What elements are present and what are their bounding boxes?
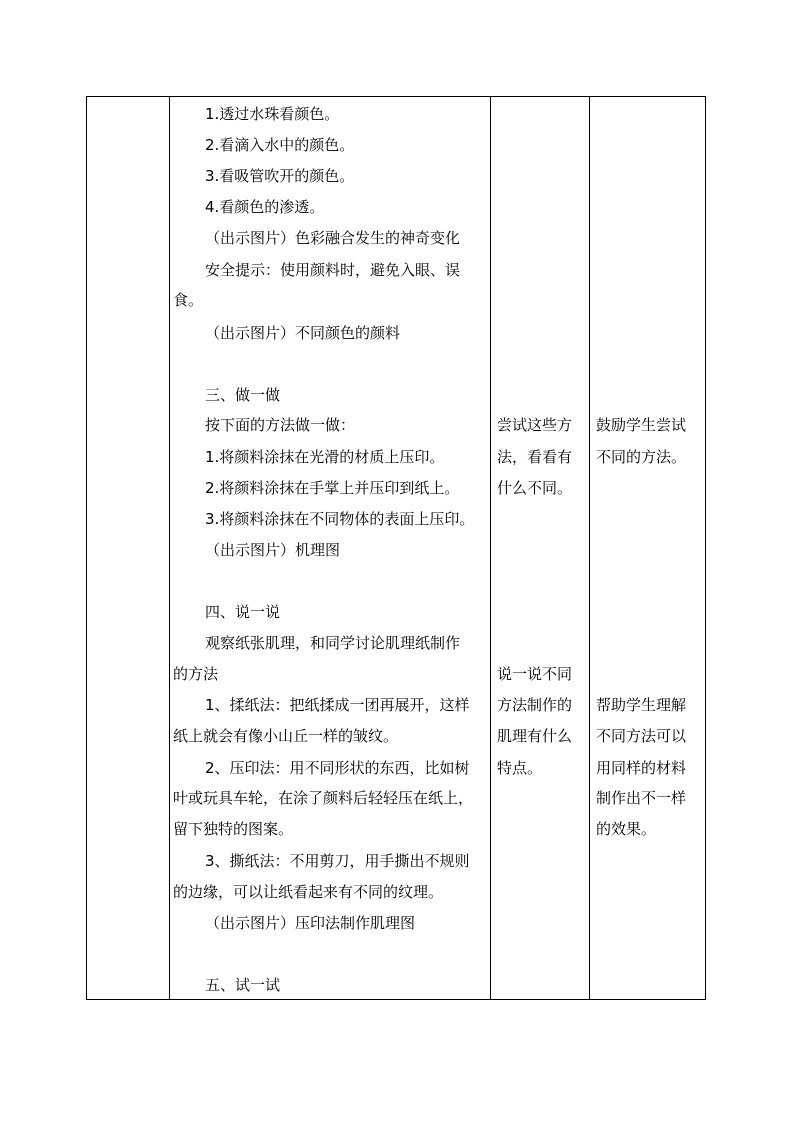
intent-line: 鼓励学生尝试 xyxy=(596,416,687,434)
design-intent-column xyxy=(589,97,705,999)
text-line: 留下独特的图案。 xyxy=(173,820,294,838)
text-line: 3、撕纸法：不用剪刀，用手撕出不规则 xyxy=(205,852,470,870)
activity-line: 肌理有什么 xyxy=(497,727,573,745)
text-line: （出示图片）机理图 xyxy=(205,541,341,559)
activity-line: 什么不同。 xyxy=(497,479,573,497)
text-line: 2.将颜料涂抹在手掌上并压印到纸上。 xyxy=(205,479,460,497)
text-line: （出示图片）不同颜色的颜料 xyxy=(205,324,401,342)
text-line: （出示图片）色彩融合发生的神奇变化 xyxy=(205,229,461,247)
intent-line: 的效果。 xyxy=(596,820,657,838)
intent-line: 不同的方法。 xyxy=(596,448,687,466)
text-line: 观察纸张肌理，和同学讨论肌理纸制作 xyxy=(205,634,461,652)
intent-line: 制作出不一样 xyxy=(596,789,687,807)
text-line: 2、压印法：用不同形状的东西，比如树 xyxy=(205,759,470,777)
intent-line: 不同方法可以 xyxy=(596,727,687,745)
text-line: 4.看颜色的渗透。 xyxy=(205,198,325,216)
student-activity-column xyxy=(490,97,588,999)
text-line: 1.将颜料涂抹在光滑的材质上压印。 xyxy=(205,448,445,466)
text-line: 1.透过水珠看颜色。 xyxy=(205,105,340,123)
text-line: （出示图片）压印法制作肌理图 xyxy=(205,914,416,932)
text-line: 2.看滴入水中的颜色。 xyxy=(205,136,355,154)
text-line: 3.看吸管吹开的颜色。 xyxy=(205,167,355,185)
text-line: 1、揉纸法：把纸揉成一团再展开，这样 xyxy=(205,696,470,714)
section-heading: 四、说一说 xyxy=(205,603,281,621)
activity-line: 说一说不同 xyxy=(497,665,573,683)
lesson-table xyxy=(86,96,706,1000)
text-line: 按下面的方法做一做： xyxy=(205,416,356,434)
text-line: 食。 xyxy=(173,291,204,309)
text-line: 的边缘，可以让纸看起来有不同的纹理。 xyxy=(173,883,444,901)
text-line: 3.将颜料涂抹在不同物体的表面上压印。 xyxy=(205,510,475,528)
text-line: 纸上就会有像小山丘一样的皱纹。 xyxy=(173,727,399,745)
section-heading: 三、做一做 xyxy=(205,386,281,404)
teaching-process-column xyxy=(169,97,491,999)
section-heading: 五、试一试 xyxy=(205,976,281,994)
text-line: 安全提示：使用颜料时，避免入眼、误 xyxy=(205,261,461,279)
intent-line: 用同样的材料 xyxy=(596,759,687,777)
activity-line: 特点。 xyxy=(497,759,543,777)
activity-line: 方法制作的 xyxy=(497,696,573,714)
text-line: 的方法 xyxy=(173,665,219,683)
activity-line: 尝试这些方 xyxy=(497,416,573,434)
intent-line: 帮助学生理解 xyxy=(596,696,687,714)
activity-line: 法，看看有 xyxy=(497,448,573,466)
text-line: 叶或玩具车轮，在涂了颜料后轻轻压在纸上， xyxy=(173,789,474,807)
